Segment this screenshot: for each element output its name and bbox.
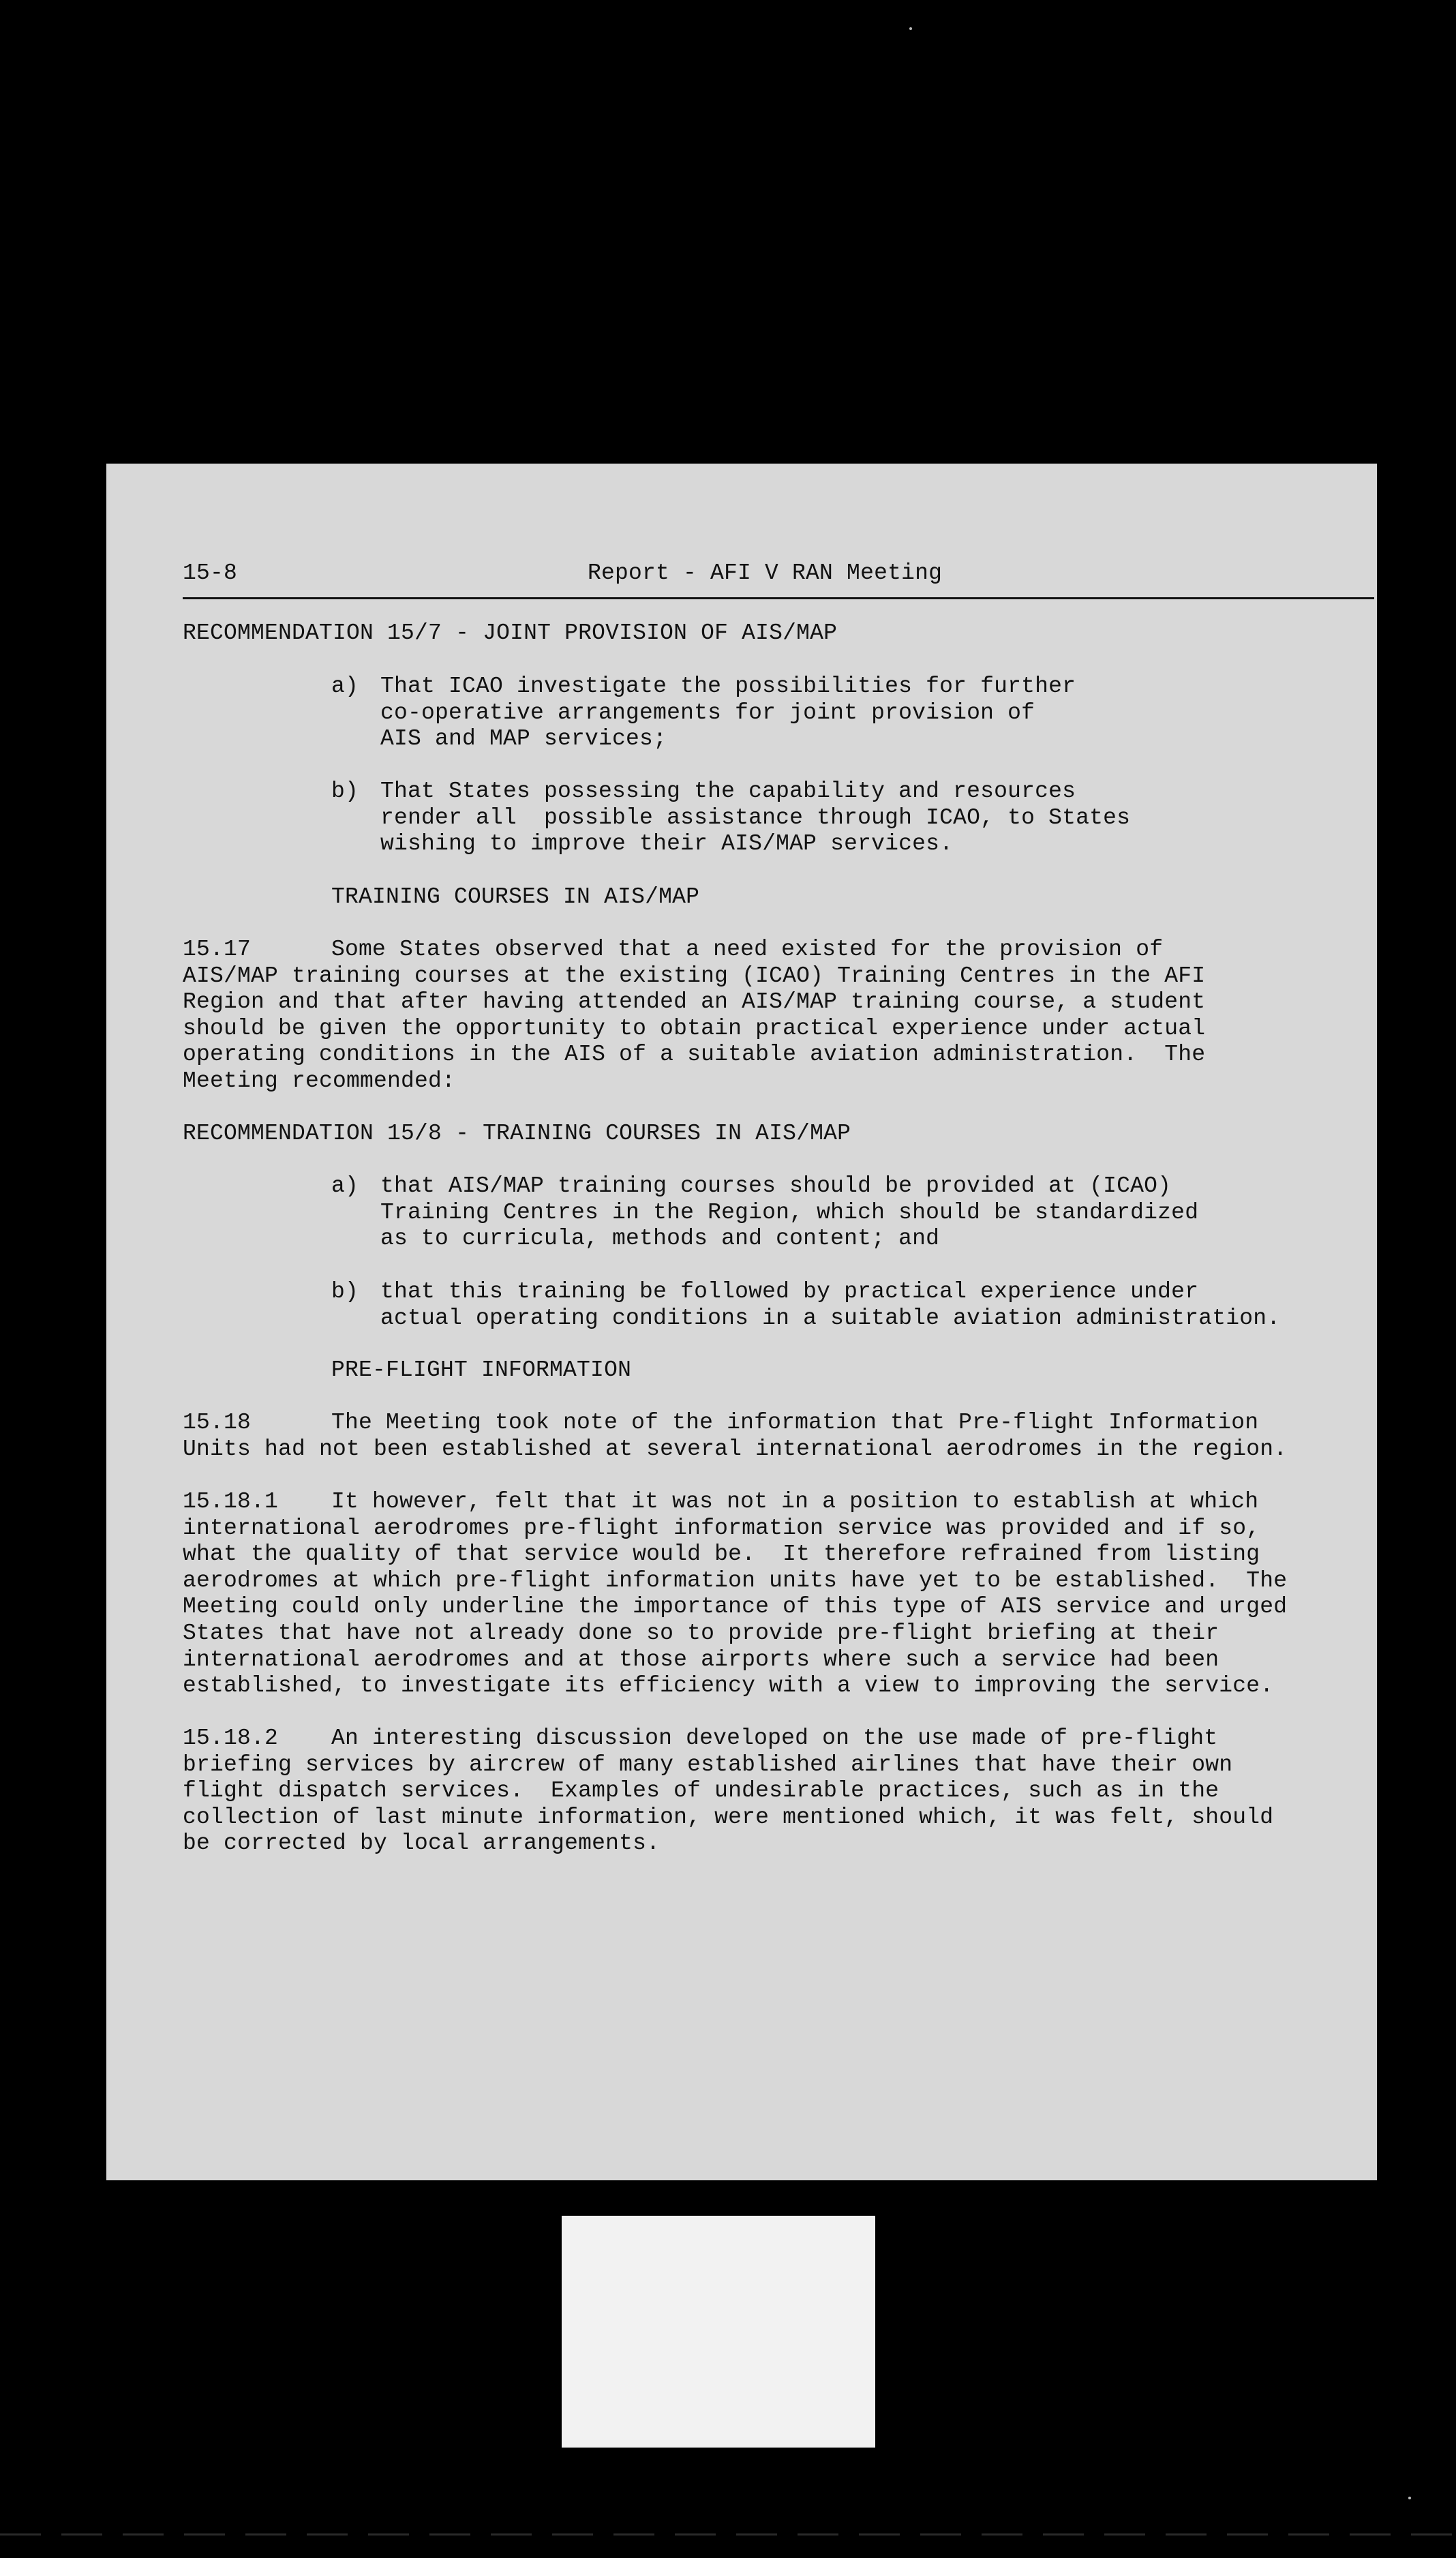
rec-15-7-item-b-line: render all possible assistance through ICAO, to States [380,804,1131,830]
rec-15-8-item-b-label: b) [331,1279,359,1304]
paragraph-15-18-2-line: flight dispatch services. Examples of undesirable practices, such as in the [183,1778,1219,1804]
paragraph-15-17-number: 15.17 [183,937,252,962]
paragraph-15-18-1-line: what the quality of that service would be. It therefore refrained from listing [183,1541,1260,1567]
blank-paper-slip [562,2216,875,2448]
paragraph-15-18-number: 15.18 [183,1410,252,1435]
rec-15-8-item-a-label: a) [331,1173,359,1199]
paragraph-15-18-2-line: collection of last minute information, were mentioned which, it was felt, should [183,1804,1274,1830]
training-courses-heading: TRAINING COURSES IN AIS/MAP [331,884,700,909]
paragraph-15-17-line: should be given the opportunity to obtain practical experience under actual [183,1015,1206,1041]
scan-speck [1408,2497,1411,2499]
paragraph-15-18-line: Units had not been established at several international aerodromes in the region. [183,1436,1288,1462]
document-page [106,464,1377,2180]
paragraph-15-18-1-line: States that have not already done so to provide pre-flight briefing at their [183,1621,1219,1646]
paragraph-15-18-2-line: An interesting discussion developed on the use made of pre-flight [331,1726,1218,1751]
rec-15-7-item-b-line: wishing to improve their AIS/MAP services. [380,831,954,857]
paragraph-15-18-1-line: international aerodromes pre-flight information service was provided and if so, [183,1515,1260,1541]
paragraph-15-17-line: Some States observed that a need existed for the provision of [331,937,1164,962]
pre-flight-information-heading: PRE-FLIGHT INFORMATION [331,1357,632,1383]
paragraph-15-18-2-line: be corrected by local arrangements. [183,1831,661,1856]
rec-15-7-item-a-line: co-operative arrangements for joint provision of [380,699,1035,725]
film-edge-strip [0,2533,1456,2536]
recommendation-15-7-heading: RECOMMENDATION 15/7 - JOINT PROVISION OF AIS/MAP [183,620,838,646]
paragraph-15-17-line: operating conditions in the AIS of a suitable aviation administration. The [183,1042,1206,1068]
paragraph-15-17-line: Region and that after having attended an AIS/MAP training course, a student [183,989,1206,1015]
paragraph-15-18-1-line: aerodromes at which pre-flight information units have yet to be established. The [183,1567,1288,1593]
paragraph-15-18-1-line: established, to investigate its efficiency with a view to improving the service. [183,1673,1274,1699]
paragraph-15-17-line: AIS/MAP training courses at the existing (ICAO) Training Centres in the AFI [183,963,1206,989]
rec-15-7-item-a-line: AIS and MAP services; [380,726,667,752]
rec-15-8-item-a-line: as to curricula, methods and content; and [380,1226,940,1252]
rec-15-7-item-a-label: a) [331,674,359,699]
recommendation-15-8-heading: RECOMMENDATION 15/8 - TRAINING COURSES IN AIS/MAP [183,1121,851,1146]
scan-speck [909,27,912,30]
paragraph-15-18-1-line: Meeting could only underline the importance of this type of AIS service and urged [183,1594,1288,1620]
paragraph-15-18-2-line: briefing services by aircrew of many established airlines that have their own [183,1751,1233,1777]
paragraph-15-18-1-line: international aerodromes and at those airports where such a service had been [183,1646,1219,1672]
rec-15-7-item-b-label: b) [331,779,359,804]
rec-15-8-item-a-line: Training Centres in the Region, which should be standardized [380,1199,1199,1225]
running-header-title: Report - AFI V RAN Meeting [588,560,943,586]
rec-15-7-item-b-line: That States possessing the capability and resources [380,779,1076,804]
paragraph-15-17-line: Meeting recommended: [183,1068,456,1094]
rec-15-8-item-b-line: actual operating conditions in a suitable aviation administration. [380,1305,1281,1331]
rec-15-7-item-a-line: That ICAO investigate the possibilities for further [380,674,1076,699]
header-rule [183,597,1374,599]
page-number: 15-8 [183,560,238,586]
paragraph-15-18-1-number: 15.18.1 [183,1489,279,1514]
paragraph-15-18-2-number: 15.18.2 [183,1726,279,1751]
rec-15-8-item-a-line: that AIS/MAP training courses should be provided at (ICAO) [380,1173,1172,1199]
paragraph-15-18-line: The Meeting took note of the information that Pre-flight Information [331,1410,1259,1435]
paragraph-15-18-1-line: It however, felt that it was not in a position to establish at which [331,1489,1259,1514]
rec-15-8-item-b-line: that this training be followed by practical experience under [380,1279,1199,1304]
